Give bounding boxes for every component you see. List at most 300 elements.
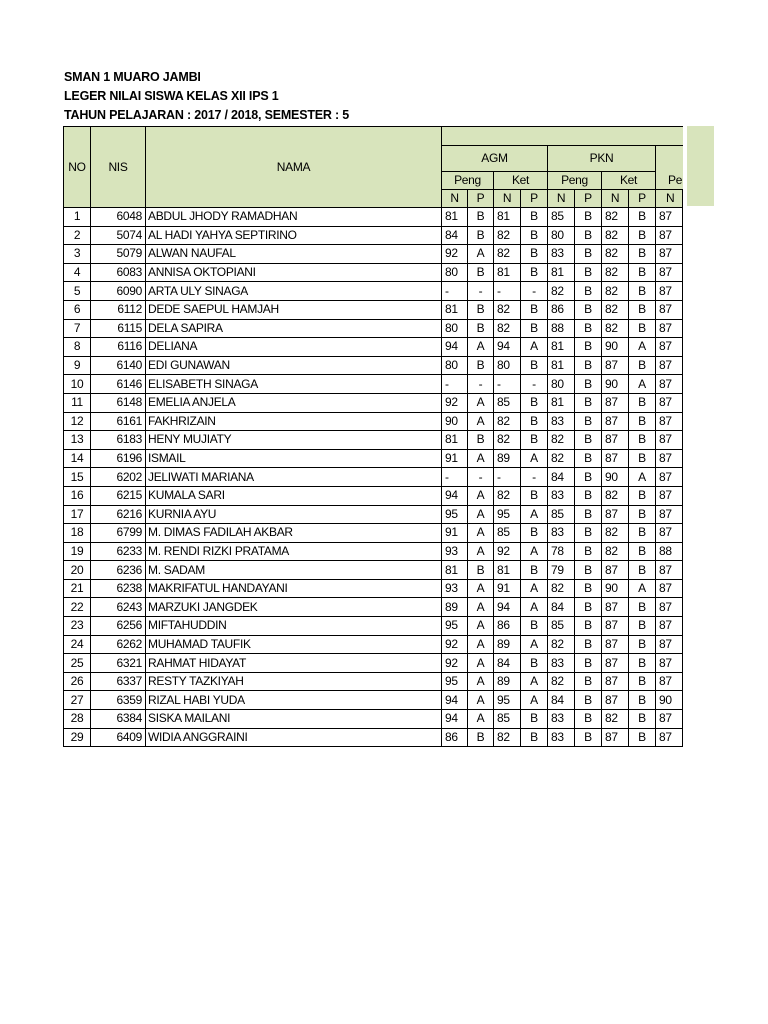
next-peng-n: 88 [656, 542, 683, 561]
row-nama: SISKA MAILANI [146, 710, 442, 729]
row-no: 14 [64, 449, 91, 468]
agm-peng-p: - [468, 468, 494, 487]
pkn-peng-n: 83 [548, 245, 575, 264]
agm-peng-n: 94 [442, 691, 468, 710]
row-no: 23 [64, 617, 91, 636]
next-peng-n: 87 [656, 579, 683, 598]
next-peng-n: 87 [656, 245, 683, 264]
agm-ket-n: 85 [494, 524, 521, 543]
agm-ket-p: B [521, 412, 548, 431]
row-no: 29 [64, 728, 91, 747]
agm-peng-n: 81 [442, 208, 468, 227]
agm-peng-n: 80 [442, 263, 468, 282]
next-peng-n: 87 [656, 412, 683, 431]
table-row [64, 282, 683, 301]
pkn-ket-p: B [629, 282, 656, 301]
pkn-ket-p: B [629, 710, 656, 729]
row-nis: 5079 [91, 245, 146, 264]
pkn-ket-p: B [629, 691, 656, 710]
row-nis: 6233 [91, 542, 146, 561]
row-nama: HENY MUJIATY [146, 431, 442, 450]
pkn-peng-p: B [575, 319, 602, 338]
pkn-peng-p: B [575, 691, 602, 710]
agm-peng-p: B [468, 561, 494, 580]
agm-peng-p: A [468, 486, 494, 505]
pkn-peng-p: B [575, 617, 602, 636]
pkn-peng-p: B [575, 226, 602, 245]
pkn-peng-n: 82 [548, 672, 575, 691]
table-row [64, 672, 683, 691]
agm-peng-n: 92 [442, 654, 468, 673]
pkn-ket-p: B [629, 617, 656, 636]
pkn-peng-n: 84 [548, 598, 575, 617]
header-p: P [468, 190, 494, 208]
pkn-ket-p: B [629, 524, 656, 543]
agm-peng-p: A [468, 617, 494, 636]
next-peng-n: 87 [656, 635, 683, 654]
next-peng-n: 87 [656, 617, 683, 636]
row-nama: KUMALA SARI [146, 486, 442, 505]
agm-ket-n: 86 [494, 617, 521, 636]
table-row [64, 617, 683, 636]
pkn-ket-n: 82 [602, 282, 629, 301]
header-p: P [521, 190, 548, 208]
agm-peng-n: 95 [442, 672, 468, 691]
agm-ket-n: 82 [494, 431, 521, 450]
agm-peng-p: A [468, 654, 494, 673]
agm-peng-p: B [468, 728, 494, 747]
next-peng-n: 87 [656, 598, 683, 617]
agm-peng-n: 81 [442, 431, 468, 450]
agm-peng-p: A [468, 393, 494, 412]
agm-peng-n: 84 [442, 226, 468, 245]
header-n: N [548, 190, 575, 208]
pkn-peng-p: B [575, 598, 602, 617]
pkn-ket-n: 82 [602, 300, 629, 319]
pkn-peng-p: B [575, 561, 602, 580]
row-no: 1 [64, 208, 91, 227]
agm-ket-n: 94 [494, 338, 521, 357]
agm-peng-p: A [468, 338, 494, 357]
agm-peng-n: 93 [442, 542, 468, 561]
table-row [64, 579, 683, 598]
pkn-ket-n: 82 [602, 263, 629, 282]
row-nama: DELA SAPIRA [146, 319, 442, 338]
agm-ket-n: 81 [494, 208, 521, 227]
pkn-peng-p: B [575, 635, 602, 654]
school-name: SMAN 1 MUARO JAMBI [64, 70, 201, 84]
agm-ket-p: B [521, 486, 548, 505]
row-no: 5 [64, 282, 91, 301]
header-n: N [656, 190, 683, 208]
next-peng-n: 87 [656, 375, 683, 394]
row-no: 7 [64, 319, 91, 338]
pkn-ket-n: 82 [602, 710, 629, 729]
header-fill-overflow [687, 126, 714, 206]
header-n: N [602, 190, 629, 208]
pkn-ket-n: 87 [602, 672, 629, 691]
agm-ket-n: 89 [494, 449, 521, 468]
table-row [64, 431, 683, 450]
agm-peng-p: B [468, 319, 494, 338]
pkn-ket-n: 87 [602, 617, 629, 636]
table-row [64, 356, 683, 375]
row-nis: 6384 [91, 710, 146, 729]
agm-peng-p: B [468, 356, 494, 375]
header-p: P [575, 190, 602, 208]
table-row [64, 208, 683, 227]
row-nis: 6090 [91, 282, 146, 301]
pkn-peng-n: 83 [548, 654, 575, 673]
pkn-peng-p: B [575, 654, 602, 673]
pkn-ket-n: 87 [602, 393, 629, 412]
next-peng-n: 90 [656, 691, 683, 710]
row-no: 22 [64, 598, 91, 617]
pkn-peng-p: B [575, 375, 602, 394]
pkn-peng-n: 81 [548, 393, 575, 412]
row-nama: RAHMAT HIDAYAT [146, 654, 442, 673]
table-row [64, 654, 683, 673]
row-nama: DEDE SAEPUL HAMJAH [146, 300, 442, 319]
pkn-peng-p: B [575, 282, 602, 301]
agm-ket-n: 81 [494, 263, 521, 282]
table-row [64, 561, 683, 580]
header-subject-agm: AGM [442, 146, 548, 172]
next-peng-n: 87 [656, 728, 683, 747]
pkn-peng-p: B [575, 542, 602, 561]
pkn-peng-p: B [575, 300, 602, 319]
row-nama: EMELIA ANJELA [146, 393, 442, 412]
agm-peng-p: A [468, 635, 494, 654]
agm-ket-n: - [494, 468, 521, 487]
agm-ket-n: 81 [494, 561, 521, 580]
pkn-ket-p: B [629, 728, 656, 747]
row-no: 16 [64, 486, 91, 505]
pkn-ket-p: B [629, 505, 656, 524]
agm-peng-p: A [468, 505, 494, 524]
agm-peng-n: 89 [442, 598, 468, 617]
header-group-blank [442, 127, 683, 146]
agm-ket-p: A [521, 579, 548, 598]
next-peng-n: 87 [656, 468, 683, 487]
row-nama: AL HADI YAHYA SEPTIRINO [146, 226, 442, 245]
header-next-peng: Pe [656, 172, 683, 190]
pkn-peng-n: 84 [548, 691, 575, 710]
pkn-ket-n: 90 [602, 579, 629, 598]
agm-ket-p: B [521, 561, 548, 580]
row-no: 4 [64, 263, 91, 282]
pkn-peng-n: 82 [548, 635, 575, 654]
pkn-peng-p: B [575, 245, 602, 264]
pkn-peng-p: B [575, 412, 602, 431]
row-no: 9 [64, 356, 91, 375]
pkn-ket-p: B [629, 654, 656, 673]
table-row [64, 486, 683, 505]
pkn-ket-n: 82 [602, 226, 629, 245]
pkn-ket-n: 82 [602, 208, 629, 227]
row-nis: 6116 [91, 338, 146, 357]
header-no: NO [64, 127, 91, 208]
row-nis: 6083 [91, 263, 146, 282]
pkn-ket-n: 87 [602, 412, 629, 431]
agm-ket-p: A [521, 449, 548, 468]
table-row [64, 524, 683, 543]
row-nama: EDI GUNAWAN [146, 356, 442, 375]
row-nama: RESTY TAZKIYAH [146, 672, 442, 691]
agm-peng-n: 91 [442, 524, 468, 543]
row-nama: M. SADAM [146, 561, 442, 580]
agm-ket-p: B [521, 393, 548, 412]
next-peng-n: 87 [656, 654, 683, 673]
next-peng-n: 87 [656, 672, 683, 691]
row-no: 21 [64, 579, 91, 598]
agm-peng-n: 90 [442, 412, 468, 431]
table-row [64, 393, 683, 412]
row-nama: ISMAIL [146, 449, 442, 468]
row-no: 8 [64, 338, 91, 357]
agm-peng-p: B [468, 226, 494, 245]
pkn-ket-p: B [629, 635, 656, 654]
pkn-ket-p: B [629, 208, 656, 227]
header-agm-ket: Ket [494, 172, 548, 190]
row-nama: MUHAMAD TAUFIK [146, 635, 442, 654]
row-nama: FAKHRIZAIN [146, 412, 442, 431]
pkn-peng-p: B [575, 468, 602, 487]
pkn-peng-p: B [575, 431, 602, 450]
agm-peng-p: B [468, 263, 494, 282]
document-titles [64, 68, 349, 125]
agm-ket-n: 82 [494, 412, 521, 431]
row-nama: ELISABETH SINAGA [146, 375, 442, 394]
pkn-peng-p: B [575, 393, 602, 412]
next-peng-n: 87 [656, 431, 683, 450]
grades-table [63, 126, 683, 747]
pkn-peng-n: 83 [548, 710, 575, 729]
pkn-peng-n: 81 [548, 356, 575, 375]
pkn-peng-n: 83 [548, 486, 575, 505]
next-peng-n: 87 [656, 561, 683, 580]
row-nama: ANNISA OKTOPIANI [146, 263, 442, 282]
pkn-peng-p: B [575, 338, 602, 357]
next-peng-n: 87 [656, 710, 683, 729]
row-no: 19 [64, 542, 91, 561]
agm-ket-n: 89 [494, 672, 521, 691]
agm-peng-p: - [468, 282, 494, 301]
pkn-ket-p: B [629, 542, 656, 561]
pkn-ket-n: 87 [602, 505, 629, 524]
pkn-ket-p: A [629, 338, 656, 357]
row-nis: 6202 [91, 468, 146, 487]
row-no: 6 [64, 300, 91, 319]
pkn-peng-p: B [575, 356, 602, 375]
agm-ket-n: 85 [494, 710, 521, 729]
agm-peng-n: 94 [442, 486, 468, 505]
agm-ket-n: - [494, 375, 521, 394]
header-n: N [494, 190, 521, 208]
row-nis: 6196 [91, 449, 146, 468]
pkn-ket-p: B [629, 598, 656, 617]
next-peng-n: 87 [656, 282, 683, 301]
row-nis: 6236 [91, 561, 146, 580]
pkn-peng-n: 82 [548, 431, 575, 450]
agm-peng-n: 80 [442, 356, 468, 375]
header-subject-next [656, 146, 683, 172]
pkn-ket-p: B [629, 300, 656, 319]
row-no: 15 [64, 468, 91, 487]
table-row [64, 338, 683, 357]
agm-ket-p: B [521, 728, 548, 747]
pkn-ket-p: A [629, 468, 656, 487]
pkn-ket-n: 87 [602, 635, 629, 654]
agm-peng-n: 81 [442, 561, 468, 580]
row-nis: 6140 [91, 356, 146, 375]
row-nama: M. RENDI RIZKI PRATAMA [146, 542, 442, 561]
header-agm-peng: Peng [442, 172, 494, 190]
agm-ket-p: A [521, 338, 548, 357]
row-nama: MAKRIFATUL HANDAYANI [146, 579, 442, 598]
pkn-peng-n: 82 [548, 579, 575, 598]
row-no: 20 [64, 561, 91, 580]
agm-ket-n: 82 [494, 300, 521, 319]
agm-peng-p: A [468, 579, 494, 598]
agm-peng-n: - [442, 282, 468, 301]
agm-ket-n: 82 [494, 245, 521, 264]
next-peng-n: 87 [656, 263, 683, 282]
pkn-peng-p: B [575, 449, 602, 468]
pkn-peng-n: 85 [548, 208, 575, 227]
table-row [64, 319, 683, 338]
header-p: P [629, 190, 656, 208]
agm-ket-p: B [521, 431, 548, 450]
pkn-ket-p: B [629, 245, 656, 264]
agm-peng-p: A [468, 449, 494, 468]
pkn-peng-n: 83 [548, 728, 575, 747]
header-nis: NIS [91, 127, 146, 208]
pkn-ket-p: B [629, 226, 656, 245]
pkn-ket-p: B [629, 672, 656, 691]
pkn-peng-n: 80 [548, 226, 575, 245]
next-peng-n: 87 [656, 226, 683, 245]
agm-peng-p: A [468, 412, 494, 431]
pkn-peng-p: B [575, 208, 602, 227]
row-nis: 6262 [91, 635, 146, 654]
next-peng-n: 87 [656, 319, 683, 338]
agm-peng-n: 86 [442, 728, 468, 747]
agm-ket-n: 84 [494, 654, 521, 673]
pkn-peng-n: 83 [548, 524, 575, 543]
agm-ket-p: A [521, 635, 548, 654]
pkn-peng-n: 81 [548, 338, 575, 357]
agm-ket-p: B [521, 263, 548, 282]
next-peng-n: 87 [656, 356, 683, 375]
agm-peng-n: - [442, 468, 468, 487]
agm-peng-n: 92 [442, 635, 468, 654]
pkn-ket-p: B [629, 356, 656, 375]
row-no: 11 [64, 393, 91, 412]
pkn-peng-p: B [575, 710, 602, 729]
agm-peng-n: 94 [442, 338, 468, 357]
pkn-peng-n: 81 [548, 263, 575, 282]
pkn-ket-p: B [629, 486, 656, 505]
next-peng-n: 87 [656, 505, 683, 524]
agm-ket-p: - [521, 468, 548, 487]
year-semester: TAHUN PELAJARAN : 2017 / 2018, SEMESTER : 5 [64, 108, 349, 122]
row-nis: 6256 [91, 617, 146, 636]
pkn-ket-p: B [629, 412, 656, 431]
row-nama: DELIANA [146, 338, 442, 357]
pkn-ket-n: 82 [602, 486, 629, 505]
pkn-peng-p: B [575, 524, 602, 543]
row-no: 26 [64, 672, 91, 691]
row-nis: 6048 [91, 208, 146, 227]
table-row [64, 710, 683, 729]
pkn-peng-p: B [575, 728, 602, 747]
row-nama: JELIWATI MARIANA [146, 468, 442, 487]
next-peng-n: 87 [656, 208, 683, 227]
document-title: LEGER NILAI SISWA KELAS XII IPS 1 [64, 89, 279, 103]
agm-ket-p: B [521, 319, 548, 338]
table-row [64, 226, 683, 245]
agm-ket-n: 82 [494, 319, 521, 338]
agm-ket-p: B [521, 617, 548, 636]
pkn-ket-p: A [629, 375, 656, 394]
row-nama: MARZUKI JANGDEK [146, 598, 442, 617]
agm-ket-n: 85 [494, 393, 521, 412]
row-nis: 6148 [91, 393, 146, 412]
agm-ket-n: 95 [494, 691, 521, 710]
next-peng-n: 87 [656, 393, 683, 412]
header-pkn-ket: Ket [602, 172, 656, 190]
agm-ket-p: B [521, 245, 548, 264]
header-subject-pkn: PKN [548, 146, 656, 172]
pkn-ket-n: 87 [602, 691, 629, 710]
row-nis: 6799 [91, 524, 146, 543]
row-nis: 6146 [91, 375, 146, 394]
agm-peng-p: A [468, 710, 494, 729]
agm-ket-n: 80 [494, 356, 521, 375]
agm-ket-p: B [521, 654, 548, 673]
table-row [64, 691, 683, 710]
agm-peng-n: 95 [442, 505, 468, 524]
pkn-peng-n: 78 [548, 542, 575, 561]
pkn-ket-p: B [629, 319, 656, 338]
agm-ket-p: B [521, 524, 548, 543]
row-no: 28 [64, 710, 91, 729]
table-row [64, 728, 683, 747]
row-nis: 6409 [91, 728, 146, 747]
row-no: 18 [64, 524, 91, 543]
pkn-peng-n: 80 [548, 375, 575, 394]
pkn-ket-p: B [629, 449, 656, 468]
pkn-peng-p: B [575, 486, 602, 505]
table-row [64, 245, 683, 264]
row-no: 25 [64, 654, 91, 673]
header-n: N [442, 190, 468, 208]
agm-ket-n: - [494, 282, 521, 301]
row-nama: ARTA ULY SINAGA [146, 282, 442, 301]
table-row [64, 300, 683, 319]
agm-ket-p: A [521, 505, 548, 524]
pkn-ket-n: 87 [602, 561, 629, 580]
pkn-peng-p: B [575, 505, 602, 524]
header-nama: NAMA [146, 127, 442, 208]
row-nama: M. DIMAS FADILAH AKBAR [146, 524, 442, 543]
agm-ket-n: 94 [494, 598, 521, 617]
row-no: 13 [64, 431, 91, 450]
row-nis: 6215 [91, 486, 146, 505]
pkn-peng-n: 79 [548, 561, 575, 580]
agm-ket-p: A [521, 598, 548, 617]
